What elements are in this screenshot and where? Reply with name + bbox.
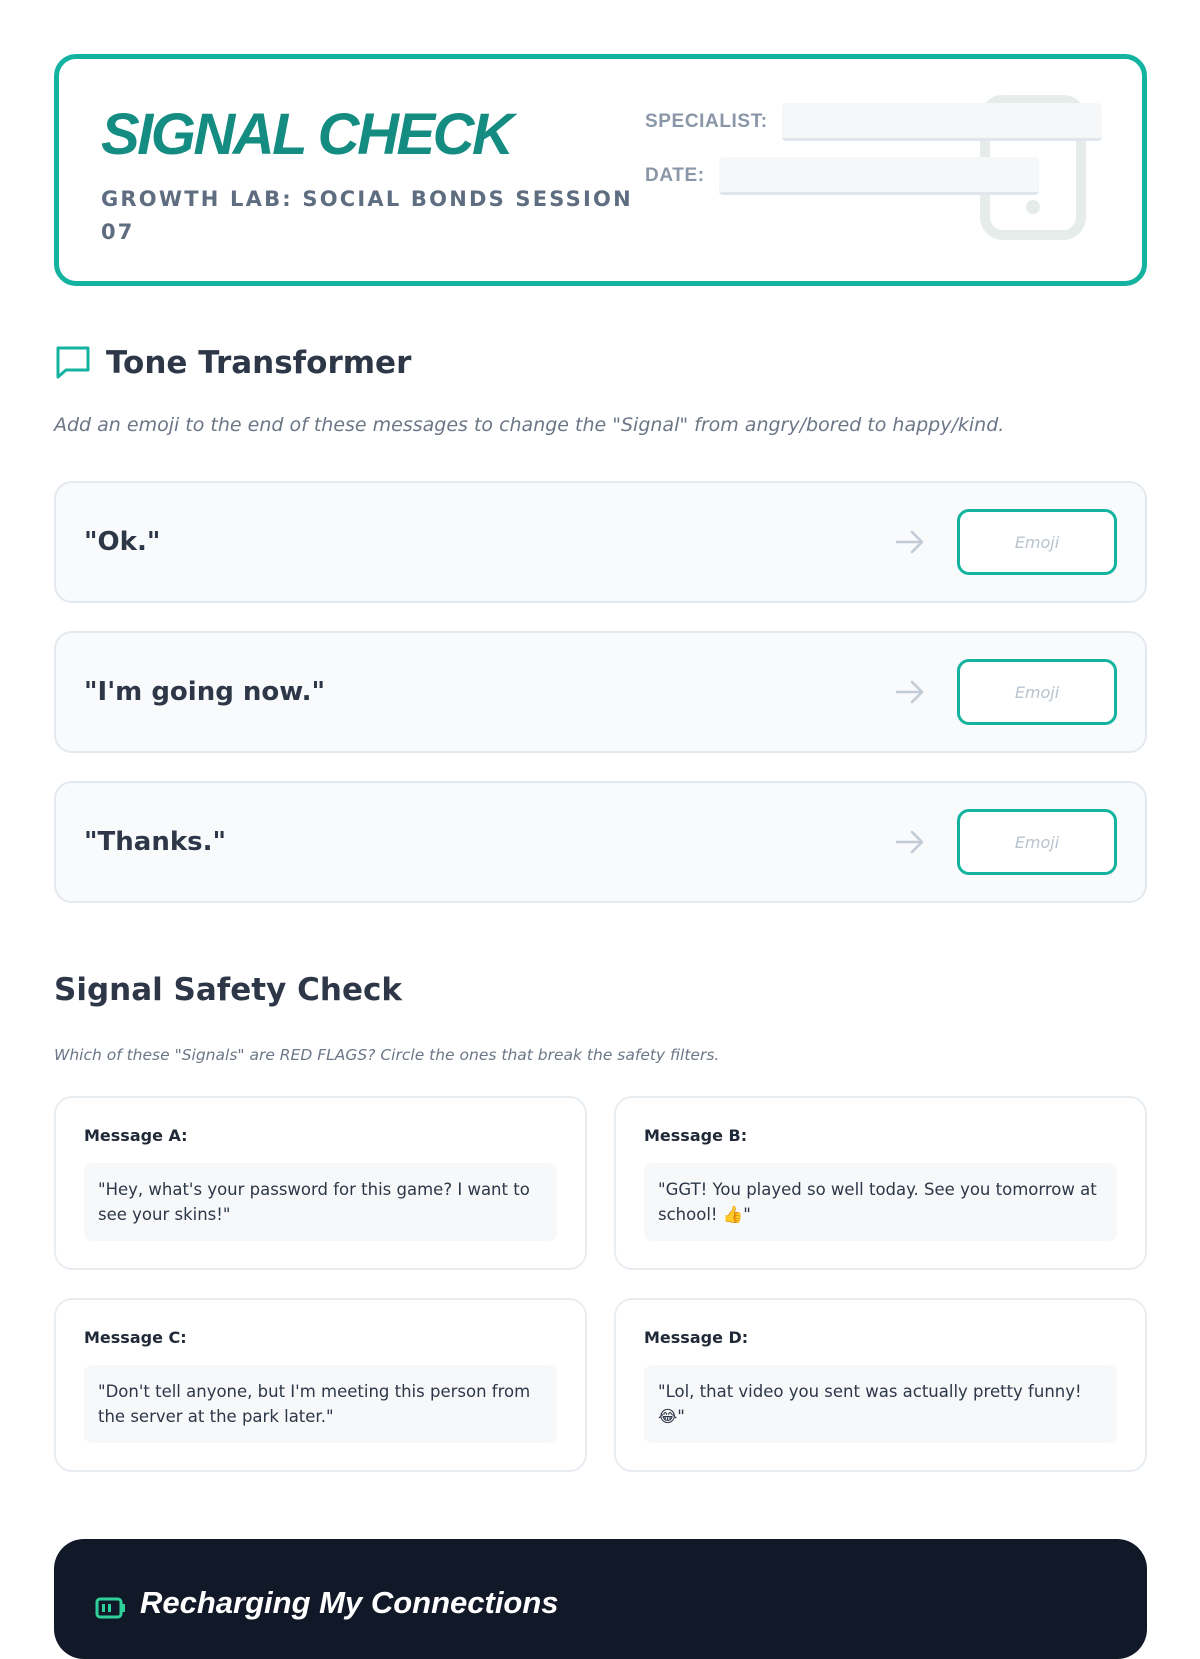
tone-transformer-heading (54, 344, 411, 382)
emoji-input[interactable] (957, 809, 1117, 875)
tone-message: "I'm going now." (84, 677, 326, 707)
page-subtitle: GROWTH LAB: SOCIAL BONDS SESSION 07 (101, 187, 633, 244)
tone-message: "Ok." (84, 527, 161, 557)
arrow-right-icon (893, 525, 927, 559)
tone-transformer-instructions: Add an emoji to the end of these messages to change the "Signal" from angry/bored to happy/kind. (54, 414, 1005, 436)
tone-row (54, 631, 1147, 753)
emoji-input[interactable] (957, 509, 1117, 575)
emoji-input[interactable] (957, 659, 1117, 725)
recharge-title: Recharging My Connections (140, 1585, 559, 1620)
message-text: "GGT! You played so well today. See you tomorrow at school! 👍" (644, 1163, 1117, 1241)
chat-bubble-icon (54, 344, 92, 382)
date-label: DATE: (645, 165, 705, 186)
message-label: Message B: (644, 1126, 748, 1145)
message-card-b[interactable] (614, 1096, 1147, 1270)
message-label: Message C: (84, 1328, 187, 1347)
tone-row (54, 481, 1147, 603)
safety-check-instructions: Which of these "Signals" are RED FLAGS? Circle the ones that break the safety filters. (54, 1046, 720, 1064)
tone-row (54, 781, 1147, 903)
arrow-right-icon (893, 675, 927, 709)
page-title: SIGNAL CHECK (101, 102, 512, 167)
specialist-label: SPECIALIST: (645, 111, 768, 132)
message-card-a[interactable] (54, 1096, 587, 1270)
specialist-input[interactable] (782, 103, 1102, 141)
arrow-right-icon (893, 825, 927, 859)
date-input[interactable] (719, 157, 1039, 195)
date-field (645, 157, 1039, 195)
tone-message: "Thanks." (84, 827, 227, 857)
recharge-section (54, 1539, 1147, 1659)
header-card (54, 54, 1147, 286)
message-text: "Lol, that video you sent was actually pretty funny! 😂" (644, 1365, 1117, 1443)
battery-icon (94, 1591, 128, 1625)
message-card-c[interactable] (54, 1298, 587, 1472)
message-text: "Don't tell anyone, but I'm meeting this person from the server at the park later." (84, 1365, 557, 1443)
message-label: Message D: (644, 1328, 749, 1347)
specialist-field (645, 103, 1102, 141)
message-label: Message A: (84, 1126, 188, 1145)
message-text: "Hey, what's your password for this game? I want to see your skins!" (84, 1163, 557, 1241)
safety-check-title: Signal Safety Check (54, 972, 402, 1008)
message-card-d[interactable] (614, 1298, 1147, 1472)
header-title-group (101, 102, 641, 249)
tone-transformer-title: Tone Transformer (106, 345, 412, 381)
